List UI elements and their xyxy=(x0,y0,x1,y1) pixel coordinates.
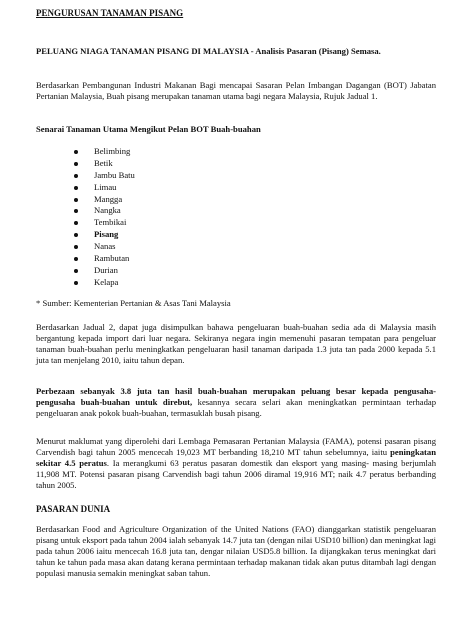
paragraph-opportunity xyxy=(36,386,436,419)
paragraph-world-market: Berdasarkan Food and Agriculture Organization of the United Nations (FAO) dianggarkan statistik pengeluaran pisang untuk eksport pada tahun 2004 ialah sebanyak 14.7 juta tan (dengan nilai USD10 billion) dan meningkat lagi pada tahun 2006 iaitu mencecah 16.8 juta tan, dengar nilaian USD5.8 billion. Ia dijangkakan terus meningkat dari tahun ke tahun pada masa akan datang kerana permintaan terhadap makanan tidak akan putus ditambah lagi dengan populasi manusia semakin meningkat saban tahun. xyxy=(36,524,436,578)
crop-list-item xyxy=(72,158,135,170)
crop-list-item xyxy=(72,253,135,265)
crop-name: Jambu Batu xyxy=(94,169,135,180)
bullet-icon xyxy=(74,174,78,178)
crop-list-item xyxy=(72,241,135,253)
bullet-icon xyxy=(74,257,78,261)
crop-name: Durian xyxy=(94,264,118,275)
crop-list-item xyxy=(72,205,135,217)
bullet-icon xyxy=(74,281,78,285)
fama-bold-text: peningkatan sekitar 4.5 peratus xyxy=(36,446,436,468)
bullet-icon xyxy=(74,209,78,213)
opportunity-bold-text: Perbezaan sebanyak 3.8 juta tan hasil buah-buahan merupakan peluang besar kepada pengusaha-pengusaha buah-buahan untuk direbut, xyxy=(36,386,436,407)
section-heading-world-market: PASARAN DUNIA xyxy=(36,504,111,514)
crop-list-item xyxy=(72,277,135,289)
crop-list-item xyxy=(72,194,135,206)
crop-name: Kelapa xyxy=(94,276,119,287)
main-heading: PELUANG NIAGA TANAMAN PISANG DI MALAYSIA - Analisis Pasaran (Pisang) Semasa. xyxy=(36,46,381,56)
paragraph-intro: Berdasarkan Pembangunan Industri Makanan Bagi mencapai Sasaran Pelan Imbangan Dagangan (BOT) Jabatan Pertanian Malaysia, Buah pisang merupakan tanaman utama bagi negara Malaysia, Rujuk Jadual 1. xyxy=(36,80,436,101)
fama-text-b: . Ia merangkumi 63 peratus pasaran domestik dan eksport yang masing- masing berjumlah 11,908 MT. Potensi pasaran pisang Carvendish bagi tahun 2006 diramal 19,916 MT; naik 4.7 peratus berbanding tahun 2005. xyxy=(36,457,437,490)
crop-list-item xyxy=(72,170,135,182)
bullet-icon xyxy=(74,233,78,237)
bullet-icon xyxy=(74,221,78,225)
crop-list-item xyxy=(72,146,135,158)
crop-name: Tembikai xyxy=(94,217,127,228)
crop-list-item xyxy=(72,265,135,277)
crop-name: Rambutan xyxy=(94,253,130,264)
crop-list-heading: Senarai Tanaman Utama Mengikut Pelan BOT Buah-buahan xyxy=(36,124,261,134)
fama-text-a: Menurut maklumat yang diperolehi dari Lembaga Pemasaran Pertanian Malaysia (FAMA), potensi pasaran pisang Carvendish bagi tahun 2005 mencecah 19,023 MT berbanding 18,210 MT tahun sebelumnya, iaitu xyxy=(36,436,436,457)
crop-name: Limau xyxy=(94,181,117,192)
source-note: * Sumber: Kementerian Pertanian & Asas Tani Malaysia xyxy=(36,298,231,308)
crop-list-item xyxy=(72,229,135,241)
document-title: PENGURUSAN TANAMAN PISANG xyxy=(36,8,184,18)
crop-name: Nangka xyxy=(94,205,121,216)
crop-name: Betik xyxy=(94,157,113,168)
paragraph-import: Berdasarkan Jadual 2, dapat juga disimpulkan bahawa pengeluaran buah-buahan sedia ada di Malaysia masih bergantung kepada import dari luar negara. Sekiranya negara ingin memenuhi pasaran tempatan para pengeluar tanaman buah-buahan perlu meningkatkan pengeluaran hasil tanaman daripada 1.3 juta tan pada 2000 kepada 5.1 juta tan menjelang 2010, iaitu tahun depan. xyxy=(36,322,436,365)
crop-list-item xyxy=(72,217,135,229)
bullet-icon xyxy=(74,162,78,166)
crop-name: Mangga xyxy=(94,193,123,204)
bullet-icon xyxy=(74,150,78,154)
crop-name: Pisang xyxy=(94,229,119,240)
crop-list-item xyxy=(72,182,135,194)
bullet-icon xyxy=(74,269,78,273)
bullet-icon xyxy=(74,198,78,202)
crop-name: Belimbing xyxy=(94,146,131,156)
crop-list xyxy=(72,146,135,289)
paragraph-fama xyxy=(36,436,436,491)
opportunity-rest-text: kesannya secara selari akan meningkatkan permintaan terhadap pengeluaran anak pokok buah-buahan, termasuklah busah pisang. xyxy=(36,396,436,418)
bullet-icon xyxy=(74,245,78,249)
crop-name: Nanas xyxy=(94,241,116,252)
bullet-icon xyxy=(74,186,78,190)
